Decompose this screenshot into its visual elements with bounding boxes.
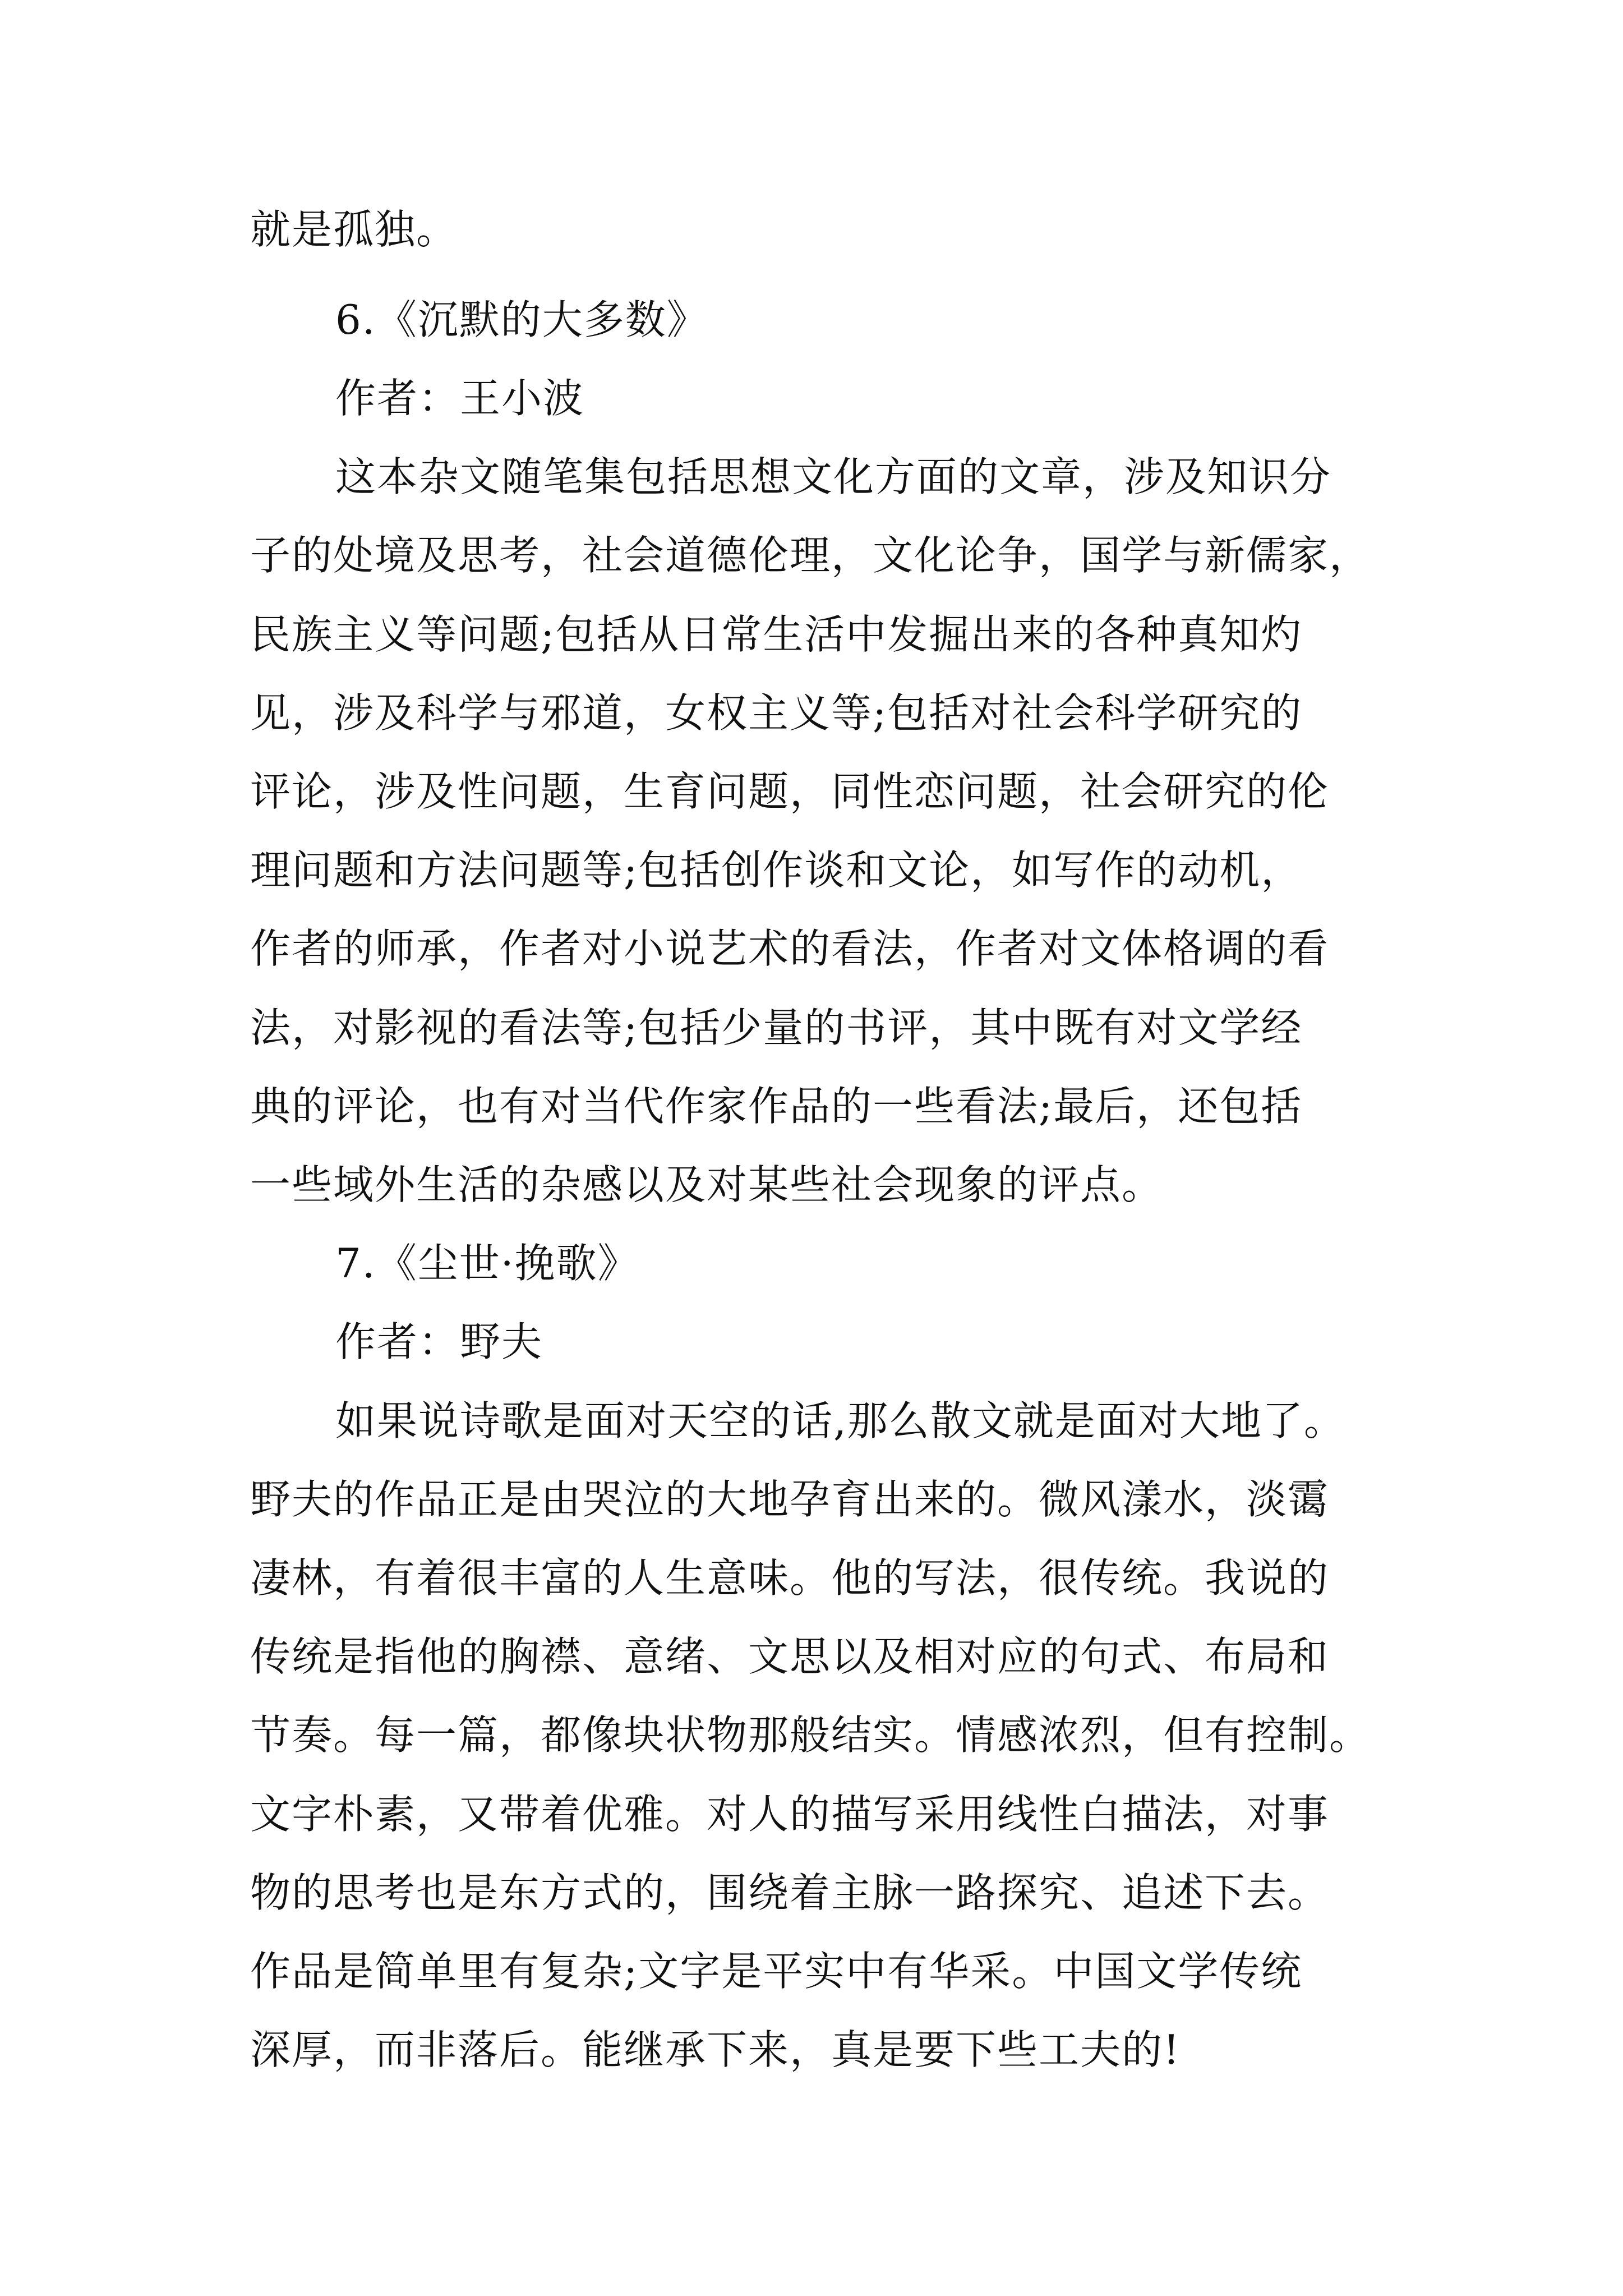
text-line: 见，涉及科学与邪道，女权主义等;包括对社会科学研究的 [250, 689, 1303, 737]
text-line: 野夫的作品正是由哭泣的大地孕育出来的。微风漾水，淡霭 [250, 1476, 1330, 1523]
text-line: 法，对影视的看法等;包括少量的书评，其中既有对文学经 [250, 1004, 1303, 1051]
book-title-6: 6.《沉默的大多数》 [335, 296, 708, 343]
book-title-7: 7.《尘世·挽歌》 [335, 1240, 639, 1287]
text-line: 如果说诗歌是面对天空的话,那么散文就是面对大地了。 [335, 1397, 1345, 1444]
text-line: 作者的师承，作者对小说艺术的看法，作者对文体格调的看 [250, 925, 1330, 972]
text-line: 这本杂文随笔集包括思想文化方面的文章，涉及知识分 [335, 453, 1332, 500]
text-line: 典的评论，也有对当代作家作品的一些看法;最后，还包括 [250, 1083, 1303, 1130]
author-line-6: 作者：王小波 [335, 375, 585, 422]
text-line: 节奏。每一篇，都像块状物那般结实。情感浓烈，但有控制。 [250, 1711, 1371, 1759]
author-line-7: 作者：野夫 [335, 1318, 543, 1365]
text-line: 文字朴素，又带着优雅。对人的描写采用线性白描法，对事 [250, 1791, 1330, 1838]
text-line: 一些域外生活的杂感以及对某些社会现象的评点。 [250, 1161, 1164, 1208]
text-line: 深厚，而非落后。能继承下来，真是要下些工夫的! [250, 2026, 1181, 2073]
text-line: 理问题和方法问题等;包括创作谈和文论，如写作的动机， [250, 846, 1303, 894]
text-line: 评论，涉及性问题，生育问题，同性恋问题，社会研究的伦 [250, 768, 1330, 815]
text-line: 传统是指他的胸襟、意绪、文思以及相对应的句式、布局和 [250, 1633, 1330, 1680]
text-line: 凄林，有着很丰富的人生意味。他的写法，很传统。我说的 [250, 1554, 1330, 1602]
text-line: 作品是简单里有复杂;文字是平实中有华采。中国文学传统 [250, 1948, 1303, 1995]
text-line: 物的思考也是东方式的，围绕着主脉一路探究、追述下去。 [250, 1869, 1330, 1916]
text-line: 民族主义等问题;包括从日常生活中发掘出来的各种真知灼 [250, 611, 1303, 658]
text-line: 就是孤独。 [250, 206, 458, 253]
text-line: 子的处境及思考，社会道德伦理，文化论争，国学与新儒家， [250, 532, 1371, 579]
